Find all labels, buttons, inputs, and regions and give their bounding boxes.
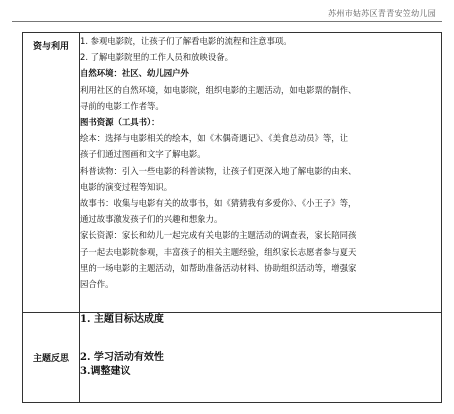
resource-line: 寻前的电影工作者等。: [80, 100, 164, 111]
resource-line: 子一起去电影院参观，丰富孩子的相关主题经验，组织家长志愿者参与夏天: [80, 246, 357, 257]
resource-line: 1. 参观电影院，让孩子们了解看电影的流程和注意事项。: [80, 36, 292, 46]
resource-line: 利用社区的自然环境，如电影院，组织电影的主题活动，如电影票的制作、: [80, 84, 357, 95]
resource-heading: 自然环境：社区、幼儿园户外: [80, 68, 189, 79]
resource-heading: 图书资源（工具书）：: [80, 117, 160, 128]
resource-line: 绘本：选择与电影相关的绘本，如《木偶奇遇记》、《美食总动员》等，让: [80, 133, 348, 144]
resource-line: 2. 了解电影院里的工作人员和放映设备。: [80, 52, 234, 63]
header-divider: [12, 21, 442, 22]
resource-line: 通过故事激发孩子们的兴趣和想象力。: [80, 214, 223, 225]
resource-line: 科普读物：引入一些电影的科普读物，让孩子们更深入地了解电影的由来、: [80, 165, 357, 176]
reflection-item: 1. 主题目标达成度: [80, 314, 164, 325]
resources-content: [80, 33, 442, 313]
resource-line: 孩子们通过图画和文字了解电影。: [80, 149, 206, 160]
row-label-reflection: 主题反思: [23, 313, 80, 403]
resource-line: 电影的演变过程等知识。: [80, 181, 173, 192]
reflection-item: 2. 学习活动有效性: [80, 352, 164, 363]
plan-table: [22, 32, 442, 403]
resource-line: [80, 65, 441, 81]
table-row-reflection: [23, 313, 442, 403]
reflection-content: [80, 313, 442, 403]
table-row-resources: [23, 33, 442, 313]
school-name: 苏州市姑苏区青青安笠幼儿园: [328, 9, 436, 18]
resource-line: 家长资源：家长和幼儿一起完成有关电影的主题活动的调查表，家长陪同孩: [80, 230, 357, 241]
row-label-resources: 资与利用: [23, 33, 80, 313]
spacer: [80, 327, 441, 351]
resource-line: 里的一场电影的主题活动，如帮助准备活动材料、协助组织活动等，增强家: [80, 262, 357, 273]
resource-line: 园合作。: [80, 279, 114, 290]
resource-line: 故事书：收集与电影有关的故事书，如《猜猜我有多爱你》、《小王子》等，: [80, 198, 357, 209]
page-header: [12, 0, 442, 30]
reflection-item: 3.调整建议: [80, 366, 131, 377]
